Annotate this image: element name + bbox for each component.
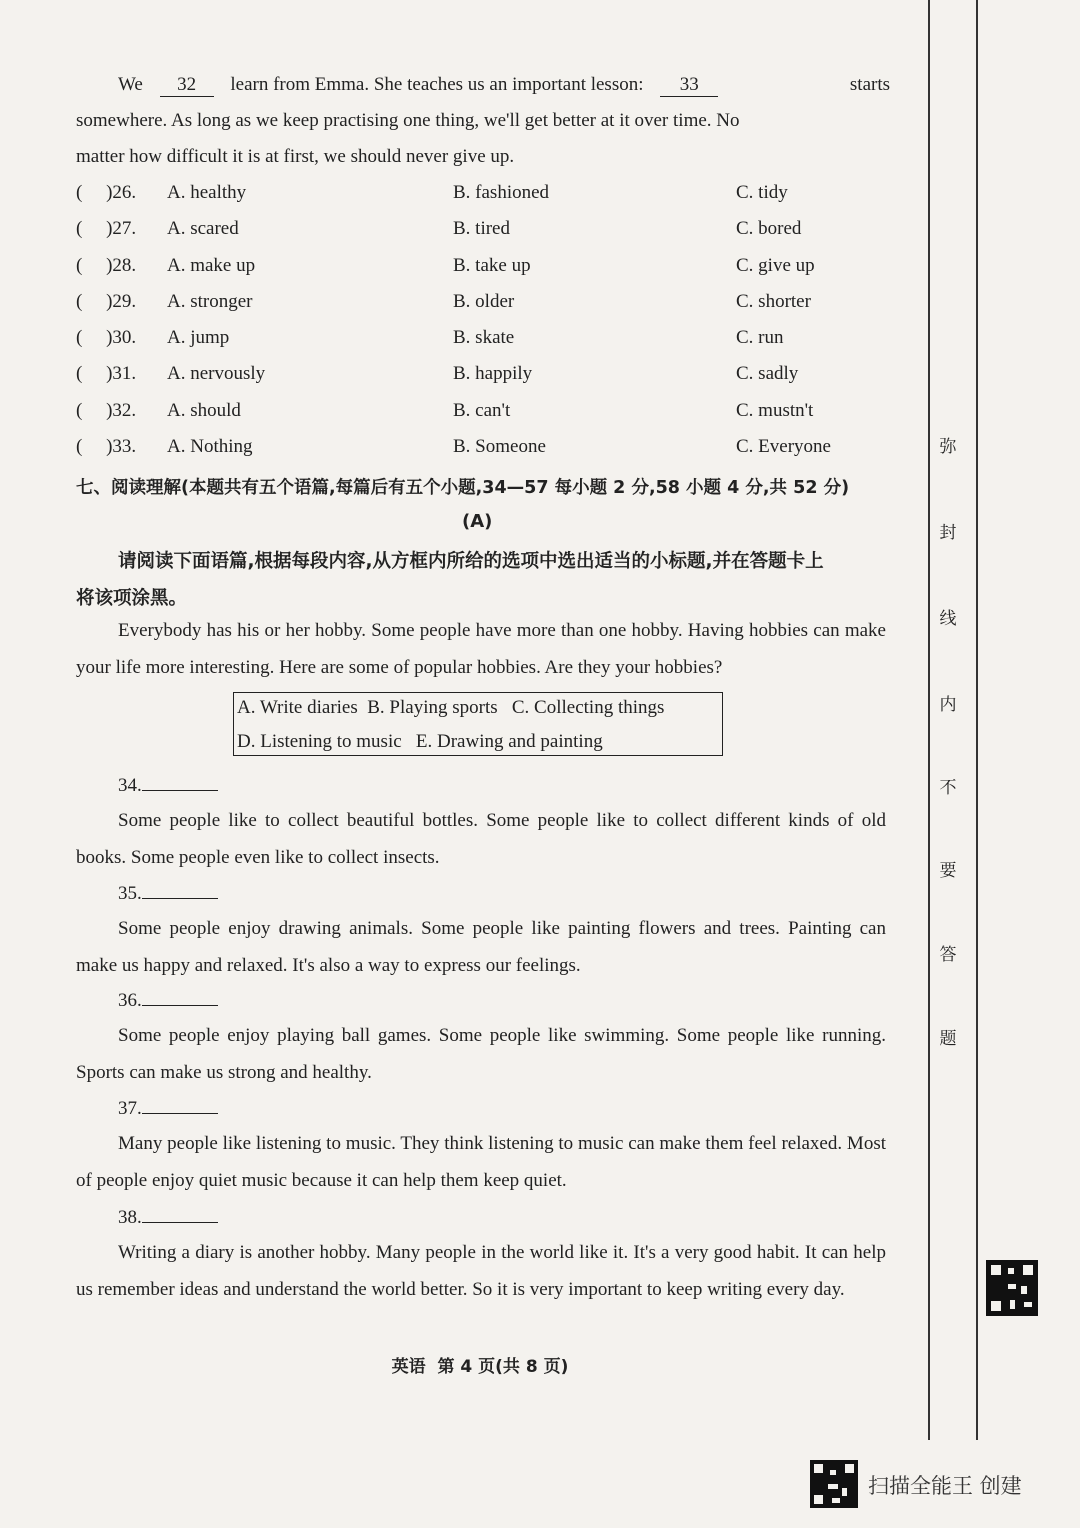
section-7-title: 七、阅读理解(本题共有五个语篇,每篇后有五个小题,34—57 每小题 2 分,58 小题 4 分,共 52 分): [76, 478, 850, 498]
answer-blank-34[interactable]: [142, 790, 218, 791]
question-29: ( )29. A. stronger B. older C. shorter: [76, 291, 811, 312]
instruction-line-1: 请阅读下面语篇,根据每段内容,从方框内所给的选项中选出适当的小标题,并在答题卡上: [118, 551, 824, 572]
margin-char-8: 题: [939, 1029, 957, 1049]
question-33: ( )33. A. Nothing B. Someone C. Everyone: [76, 436, 831, 457]
answer-blank-35[interactable]: [142, 898, 218, 899]
instruction-line-2: 将该项涂黑。: [76, 588, 188, 609]
item-37-heading: 37.: [118, 1098, 218, 1120]
item-35-heading: 35.: [118, 883, 218, 905]
answer-blank-37[interactable]: [142, 1113, 218, 1114]
page-footer: 英语 第 4 页(共 8 页): [391, 1357, 569, 1377]
margin-char-1: 弥: [939, 437, 957, 457]
cloze-line-2: somewhere. As long as we keep practising one thing, we'll get better at it over time. No: [76, 110, 740, 131]
scanner-watermark: 扫描全能王 创建: [868, 1474, 1022, 1498]
qr-code-icon: [986, 1260, 1038, 1316]
question-30: ( )30. A. jump B. skate C. run: [76, 327, 784, 348]
intro-paragraph: Everybody has his or her hobby. Some people have more than one hobby. Having hobbies can make your life more interesting. Here are some of popular hobbies. Are they your hobbies?: [76, 620, 886, 678]
item-36-heading: 36.: [118, 990, 218, 1012]
options-row-2: D. Listening to music E. Drawing and painting: [237, 731, 603, 752]
question-28: ( )28. A. make up B. take up C. give up: [76, 255, 815, 276]
item-34-heading: 34.: [118, 775, 218, 797]
item-34-text: Some people like to collect beautiful bottles. Some people like to collect different kinds of old books. Some people even like to collect insects.: [76, 810, 886, 868]
item-35-text: Some people enjoy drawing animals. Some people like painting flowers and trees. Painting can make us happy and relaxed. It's also a way to express our feelings.: [76, 918, 886, 976]
item-38-text: Writing a diary is another hobby. Many people in the world like it. It's a very good habit. It can help us remember ideas and understand the world better. So it is very important to keep writing every day.: [76, 1242, 886, 1300]
blank-33: 33: [660, 74, 718, 97]
margin-char-7: 答: [939, 945, 957, 965]
margin-char-3: 线: [939, 609, 957, 629]
cloze-line-3: matter how difficult it is at first, we should never give up.: [76, 146, 515, 167]
question-27: ( )27. A. scared B. tired C. bored: [76, 218, 802, 239]
item-38-heading: 38.: [118, 1207, 218, 1229]
options-row-1: A. Write diaries B. Playing sports C. Collecting things: [237, 697, 665, 718]
margin-char-5: 不: [939, 778, 957, 798]
question-26: ( )26. A. healthy B. fashioned C. tidy: [76, 182, 788, 203]
item-37-text: Many people like listening to music. They think listening to music can make them feel relaxed. Most of people enjoy quiet music because it can help them keep quiet.: [76, 1133, 886, 1191]
margin-char-2: 封: [939, 523, 957, 543]
question-32: ( )32. A. should B. can't C. mustn't: [76, 400, 814, 421]
margin-char-4: 内: [939, 695, 957, 715]
blank-32: 32: [160, 74, 214, 97]
answer-blank-36[interactable]: [142, 1005, 218, 1006]
answer-blank-38[interactable]: [142, 1222, 218, 1223]
scanner-qr-icon: [810, 1460, 858, 1508]
options-box: [233, 692, 723, 756]
item-36-text: Some people enjoy playing ball games. Some people like swimming. Some people like running. Sports can make us strong and healthy.: [76, 1025, 886, 1083]
margin-char-6: 要: [939, 861, 957, 881]
question-31: ( )31. A. nervously B. happily C. sadly: [76, 363, 799, 384]
cloze-line-1: We 32 learn from Emma. She teaches us an important lesson: 33 starts: [118, 74, 890, 95]
passage-label: (A): [462, 511, 493, 532]
binding-margin: [928, 0, 978, 1440]
